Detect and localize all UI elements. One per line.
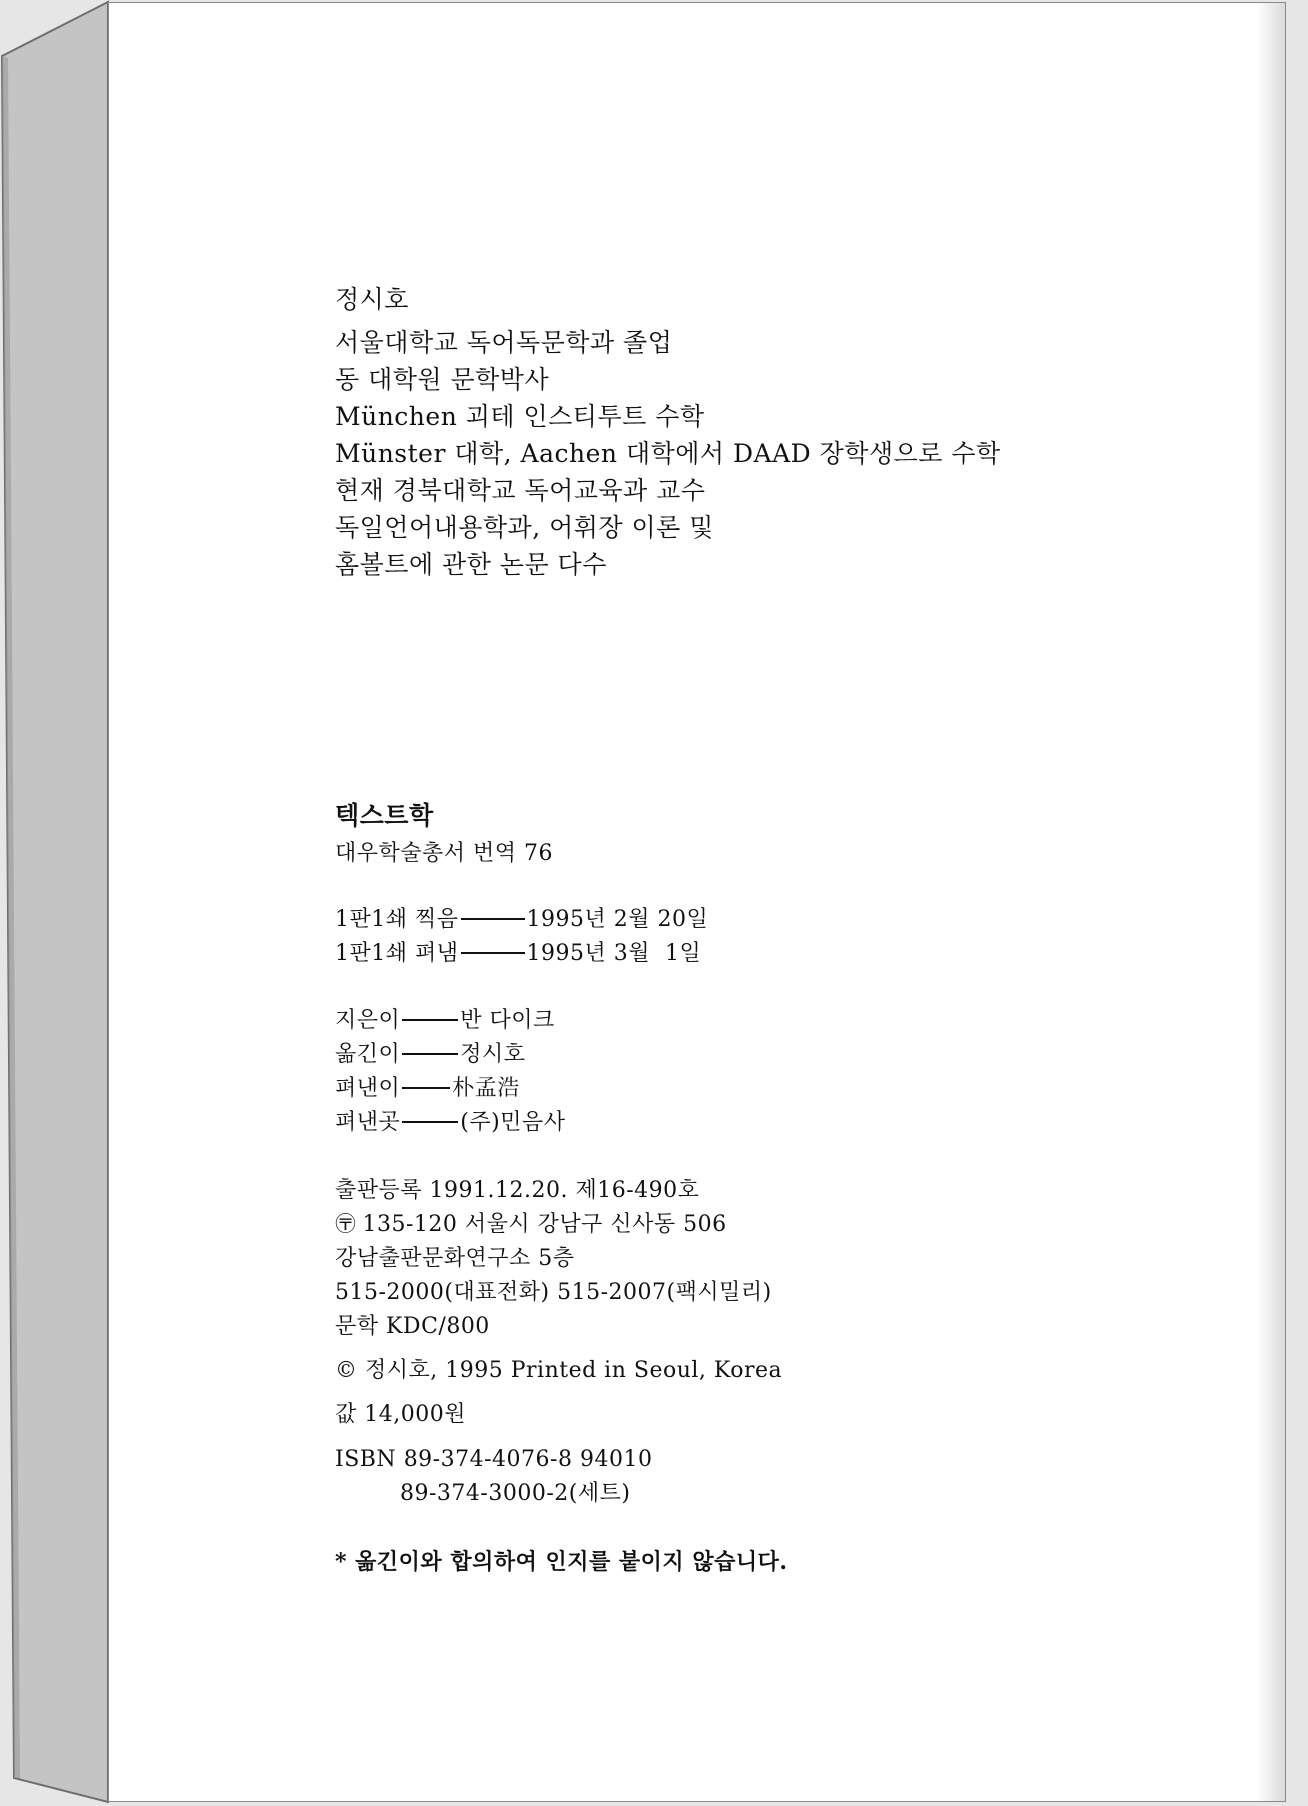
- book-series: 대우학술총서 번역 76: [335, 841, 553, 866]
- publish-date-row: [335, 943, 701, 965]
- isbn-row: [335, 1449, 652, 1471]
- leader-dash: [461, 952, 525, 954]
- publisher-person-name: 朴孟浩: [452, 1076, 520, 1101]
- publisher-person-row: [335, 1078, 520, 1100]
- address: 135-120 서울시 강남구 신사동 506: [362, 1212, 727, 1237]
- publisher-row: [335, 1112, 565, 1134]
- bio-line: 현재 경북대학교 독어교육과 교수: [335, 476, 706, 505]
- price-line: 값 14,000원: [335, 1402, 466, 1427]
- print-label: 1판1쇄 찍음: [335, 907, 459, 932]
- bio-line: 홈볼트에 관한 논문 다수: [335, 550, 607, 579]
- author-name: 반 다이크: [460, 1008, 555, 1033]
- isbn-label: ISBN: [335, 1447, 397, 1472]
- bio-line: 서울대학교 독어독문학과 졸업: [335, 328, 673, 357]
- author-label: 지은이: [335, 1008, 401, 1033]
- author-row: [335, 1010, 555, 1032]
- leader-dash: [461, 918, 525, 920]
- book-title: 텍스트학: [335, 801, 434, 830]
- publisher-label: 펴낸곳: [335, 1110, 401, 1135]
- address-row: [335, 1214, 727, 1236]
- building-line: 강남출판문화연구소 5층: [335, 1246, 575, 1271]
- leader-dash: [402, 1019, 458, 1021]
- registration-line: 출판등록 1991.12.20. 제16-490호: [335, 1178, 700, 1203]
- translator-label: 옮긴이: [335, 1042, 401, 1067]
- bio-name: 정시호: [335, 285, 409, 314]
- publish-date: 1995년 3월 1일: [526, 941, 702, 966]
- copyright-line: © 정시호, 1995 Printed in Seoul, Korea: [335, 1358, 783, 1383]
- translator-row: [335, 1044, 526, 1066]
- leader-dash: [402, 1121, 458, 1123]
- copyright-page: [108, 2, 1286, 1802]
- phone-line: 515-2000(대표전화) 515-2007(팩시밀리): [335, 1280, 772, 1305]
- print-date: 1995년 2월 20일: [526, 907, 709, 932]
- postal-code-icon: 〶: [335, 1212, 357, 1236]
- print-date-row: [335, 909, 708, 931]
- publish-label: 1판1쇄 펴냄: [335, 941, 459, 966]
- publisher-name: (주)민음사: [460, 1110, 566, 1135]
- bio-line: Münster 대학, Aachen 대학에서 DAAD 장학생으로 수학: [335, 439, 1001, 468]
- isbn-number: 89-374-4076-8 94010: [403, 1447, 653, 1472]
- bio-line: 동 대학원 문학박사: [335, 365, 550, 394]
- leader-dash: [402, 1087, 450, 1089]
- classification-line: 문학 KDC/800: [335, 1314, 490, 1339]
- bio-line: 독일언어내용학과, 어휘장 이론 및: [335, 513, 714, 542]
- bio-line: München 괴테 인스티투트 수학: [335, 402, 705, 431]
- stamp-notice: * 옮긴이와 합의하여 인지를 붙이지 않습니다.: [335, 1549, 788, 1575]
- leader-dash: [402, 1053, 458, 1055]
- publisher-person-label: 펴낸이: [335, 1076, 401, 1101]
- isbn-set-number: 89-374-3000-2(세트): [400, 1481, 631, 1506]
- translator-name: 정시호: [460, 1042, 526, 1067]
